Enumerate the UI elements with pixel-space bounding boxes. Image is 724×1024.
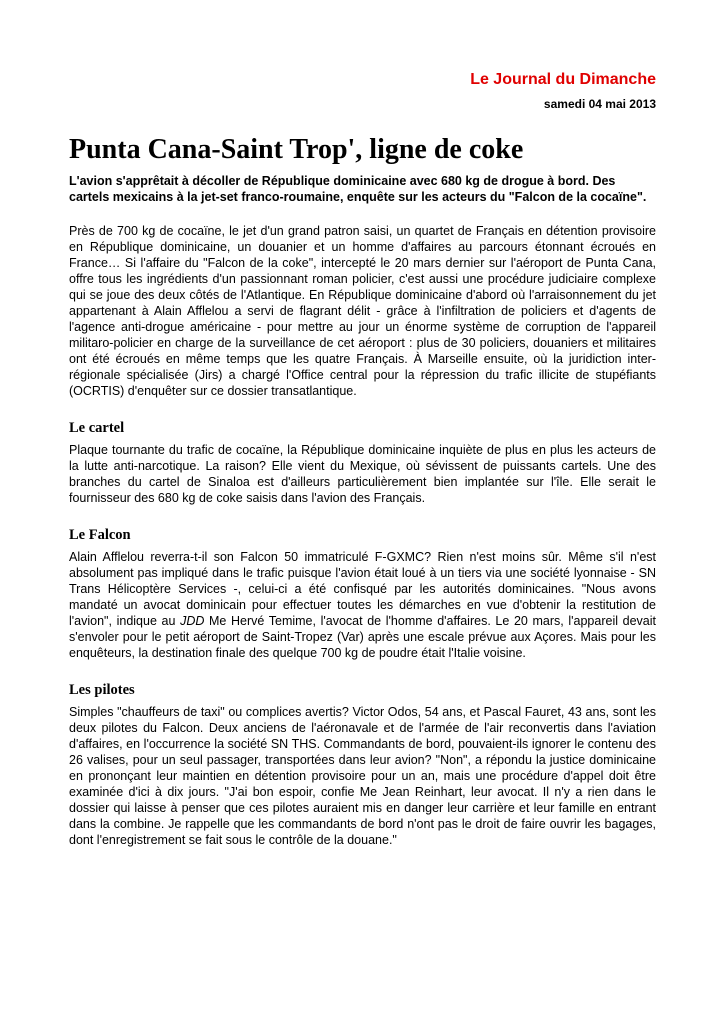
section-heading-pilotes: Les pilotes [69, 682, 135, 698]
section-body-cartel: Plaque tournante du trafic de cocaïne, la République dominicaine inquiète de plus en plus les acteurs de la lutte anti-narcotique. La raison? Elle vient du Mexique, où sévissent de puissants cartels. Une des branches du cartel de Sinaloa est d'ailleurs particulièrement bien implantée sur l'île. Elle serait le fournisseur des 680 kg de coke saisis dans l'avion des Français. [69, 443, 656, 505]
article-intro: Près de 700 kg de cocaïne, le jet d'un grand patron saisi, un quartet de Français en détention provisoire en République dominicaine, un douanier et un homme d'affaires au parcours étonnant écroués en France… Si l'affaire du "Falcon de la coke", intercepté le 20 mars dernier sur l'aéroport de Punta Cana, offre tous les ingrédients d'un passionnant roman policier, c'est aussi une procédure judiciaire complexe qui se joue des deux côtés de l'Atlantique. En République dominicaine d'abord où l'arraisonnement du jet appartenant à Alain Afflelou a servi de flagrant délit - grâce à l'infiltration de policiers et d'agents de l'agence anti-drogue américaine - pour mettre au jour un énorme système de corruption de l'appareil militaro-policier en charge de la surveillance de cet aéroport : plus de 30 policiers, douaniers et militaires ont été écroués en même temps que les quatre Français. À Marseille ensuite, où la juridiction inter-régionale spécialisée (Jirs) a chargé l'Office central pour la répression du trafic illicite de stupéfiants (OCRTIS) d'enquêter sur ce dossier transatlantique. [69, 224, 656, 398]
publication-date: samedi 04 mai 2013 [543, 97, 656, 111]
jdd-italic: JDD [180, 614, 205, 628]
document-page [69, 0, 656, 848]
falcon-text-part-1: Alain Afflelou reverra-t-il son Falcon 50 immatriculé F-GXMC? Rien n'est moins sûr. Même s'il n'est absolument pas impliqué dans le trafic puisque l'avion était loué à un tiers via une société lyonnaise - SN Trans Hélicoptère Services -, celui-ci a été confisqué par les autorités dominicaines. "Nous avons mandaté un avocat dominicain pour effectuer toutes les démarches en vue d'obtenir la restitution de l'avion", indique au [69, 550, 656, 628]
section-heading-falcon: Le Falcon [69, 527, 131, 543]
section-body-falcon [69, 549, 656, 661]
section-body-pilotes: Simples "chauffeurs de taxi" ou complices avertis? Victor Odos, 54 ans, et Pascal Fauret, 43 ans, sont les deux pilotes du Falcon. Deux anciens de l'aéronavale et de l'armée de l'air reconvertis dans l'aviation d'affaires, en l'occurrence la société SN THS. Commandants de bord, pouvaient-ils ignorer le contenu des 26 valises, pour un seul passager, transportées dans leur avion? "Non", a répondu la justice dominicaine en prononçant leur maintien en détention provisoire pour un an, mais une procédure d'appel doit être examinée d'ici à dix jours. "J'ai bon espoir, confie Me Jean Reinhart, leur avocat. Il n'y a rien dans le dossier qui laisse à penser que ces pilotes auraient mis en danger leur carrière et leur famille en entrant dans la combine. Je rappelle que les commandants de bord n'ont pas le droit de faire ouvrir les bagages, dont l'enregistrement se fait sous le contrôle de la douane." [69, 705, 656, 847]
falcon-text-part-2: Me Hervé Temime, l'avocat de l'homme d'affaires. Le 20 mars, l'appareil devait s'envoler pour le petit aéroport de Saint-Tropez (Var) après une escale prévue aux Açores. Mais pour les enquêteurs, la destination finale des quelque 700 kg de poudre était l'Italie voisine. [69, 614, 656, 660]
article-lead: L'avion s'apprêtait à décoller de République dominicaine avec 680 kg de drogue à bord. Des cartels mexicains à la jet-set franco-roumaine, enquête sur les acteurs du "Falcon de la cocaïne". [69, 174, 647, 204]
article-title: Punta Cana-Saint Trop', ligne de coke [69, 134, 524, 165]
section-heading-cartel: Le cartel [69, 420, 125, 436]
publication-name: Le Journal du Dimanche [470, 71, 656, 88]
